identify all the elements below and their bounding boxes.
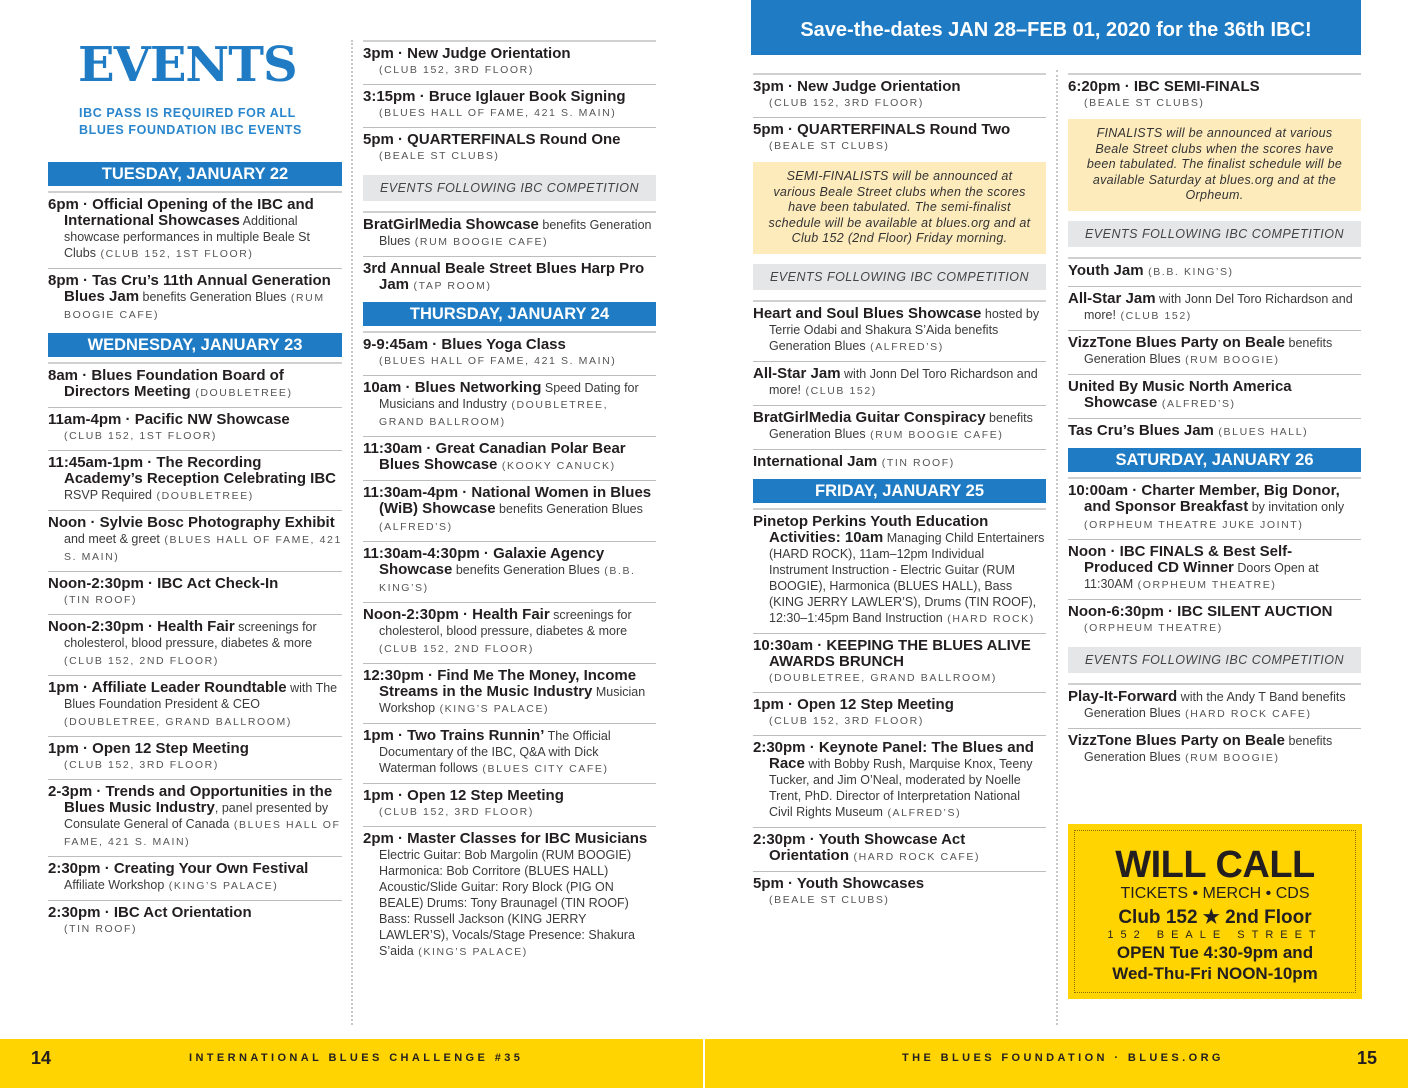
event-item (363, 375, 656, 436)
event-location: (RUM BOOGIE) (1180, 751, 1280, 764)
pass-required-note (79, 105, 339, 139)
event-item (48, 856, 342, 900)
event-item (363, 663, 656, 723)
event-item (363, 40, 656, 84)
event-description: benefits Generation Blues (769, 410, 1033, 441)
event-title: 12:30pm · Find Me The Money, Income Streams in the Music Industry Musician Workshop (KING’S PALACE) (363, 667, 646, 715)
event-location: (ORPHEUM THEATRE) (1133, 578, 1277, 591)
event-title: 5pm · QUARTERFINALS Round One (363, 131, 621, 148)
event-item (1068, 477, 1361, 539)
event-location: (CLUB 152, 3RD FLOOR) (379, 806, 534, 818)
event-location: (CLUB 152, 3RD FLOOR) (379, 64, 534, 76)
event-description: benefits Generation Blues (452, 563, 600, 577)
events-title: EVENTS (78, 37, 297, 93)
event-description: Electric Guitar: Bob Margolin (RUM BOOGIE) Harmonica: Bob Corritore (BLUES HALL) Acoustic/Slide Guitar: Rory Block (PIG ON BEALE) Drums: Tony Braunagel (TIN ROOF) Bass: Russell Jackson (KING JERRY LAWLER’S), Vocals/Stage Presence: Shakura S’aida (379, 848, 635, 958)
event-item (753, 508, 1046, 633)
event-location: (RUM BOOGIE CAFE) (865, 428, 1004, 441)
will-call-subtitle: TICKETS • MERCH • CDS (1120, 885, 1310, 902)
event-item (363, 602, 656, 663)
event-location: (CLUB 152, 2ND FLOOR) (379, 643, 534, 655)
events-following-label: EVENTS FOLLOWING IBC COMPETITION (1068, 221, 1361, 247)
event-description: Additional showcase performances in multiple Beale St Clubs (64, 214, 310, 260)
event-description: Speed Dating for Musicians and Industry (379, 381, 639, 411)
event-title: 2-3pm · Trends and Opportunities in the Blues Music Industry, panel presented by Consulate General of Canada (BLUES HALL OF FAME, 421 S. MAIN) (48, 783, 341, 848)
event-location: (ORPHEUM THEATRE) (1084, 621, 1223, 634)
event-location: (CLUB 152, 3RD FLOOR) (769, 714, 924, 727)
event-description: benefits Generation Blues (379, 218, 652, 248)
event-location: (DOUBLETREE, GRAND BALLROOM) (64, 716, 292, 728)
event-item (1068, 286, 1361, 330)
event-title: Play-It-Forward with the Andy T Band benefits Generation Blues (HARD ROCK CAFE) (1068, 687, 1346, 720)
event-location: (ALFRED’S) (865, 340, 944, 353)
event-location: (HARD ROCK CAFE) (1180, 707, 1312, 720)
event-title: Youth Jam (B.B. KING’S) (1068, 261, 1234, 279)
event-item (363, 331, 656, 375)
event-title: 5pm · QUARTERFINALS Round Two (753, 121, 1011, 138)
event-title: 2:30pm · IBC Act Orientation (48, 904, 252, 921)
event-item (363, 480, 656, 541)
day-header-saturday: SATURDAY, JANUARY 26 (1068, 448, 1361, 472)
event-title: United By Music North America Showcase (ALFRED’S) (1068, 377, 1292, 411)
event-location: (KING’S PALACE) (413, 946, 528, 958)
day-header-friday: FRIDAY, JANUARY 25 (753, 479, 1046, 503)
event-title: 11:45am-1pm · The Recording Academy’s Reception Celebrating IBC RSVP Required (DOUBLETREE) (48, 454, 337, 502)
event-location: (KING’S PALACE) (164, 880, 279, 892)
event-title: 9-9:45am · Blues Yoga Class (363, 336, 566, 353)
event-location: (TIN ROOF) (877, 456, 955, 469)
event-item (48, 736, 342, 779)
event-item (753, 633, 1046, 692)
event-location: (BEALE ST CLUBS) (769, 140, 890, 152)
event-description: with The Blues Foundation President & CEO (64, 681, 338, 711)
event-item (48, 510, 342, 571)
event-title: 10:00am · Charter Member, Big Donor, and Sponsor Breakfast by invitation only (ORPHEUM THEATRE JUKE JOINT) (1068, 481, 1345, 531)
event-description: benefits Generation Blues (1084, 733, 1333, 764)
event-location: (CLUB 152, 2ND FLOOR) (64, 655, 219, 667)
events-following-label: EVENTS FOLLOWING IBC COMPETITION (753, 264, 1046, 290)
event-list (363, 331, 656, 966)
event-title: Noon-2:30pm · Health Fair screenings for cholesterol, blood pressure, diabetes & more (CLUB 152, 2ND FLOOR) (48, 618, 317, 667)
column-2 (363, 40, 656, 966)
event-location: (ALFRED’S) (882, 806, 962, 819)
event-list (1068, 683, 1361, 772)
event-location: (BLUES HALL OF FAME, 421 S. MAIN) (379, 355, 617, 367)
event-item (48, 191, 342, 268)
event-title: Noon-2:30pm · IBC Act Check-In (48, 575, 279, 592)
event-title: 1pm · Affiliate Leader Roundtable with The Blues Foundation President & CEO (DOUBLETREE, GRAND BALLROOM) (48, 679, 338, 728)
event-title: 5pm · Youth Showcases (753, 874, 925, 892)
event-title: All-Star Jam with Jonn Del Toro Richardson and more! (CLUB 152) (753, 364, 1038, 397)
pass-note-line: BLUES FOUNDATION IBC EVENTS (79, 123, 302, 137)
event-item (48, 779, 342, 856)
event-title: Noon · Sylvie Bosc Photography Exhibit and meet & greet (BLUES HALL OF FAME, 421 S. MAIN) (48, 514, 342, 563)
event-title: 8pm · Tas Cru’s 11th Annual Generation Blues Jam benefits Generation Blues (RUM BOOGIE CAFE) (48, 272, 331, 321)
event-title: 2:30pm · Creating Your Own Festival Affiliate Workshop (KING’S PALACE) (48, 860, 309, 892)
event-location: (BLUES HALL OF FAME, 421 S. MAIN) (379, 107, 617, 119)
event-title: 3pm · New Judge Orientation (753, 78, 961, 95)
event-location: (RUM BOOGIE) (1180, 353, 1280, 366)
event-description: with the Andy T Band benefits Generation Blues (1084, 689, 1346, 720)
column-divider (1056, 70, 1058, 1025)
event-item (48, 571, 342, 614)
event-location: (CLUB 152, 3RD FLOOR) (64, 759, 219, 771)
event-title: 2:30pm · Keynote Panel: The Blues and Race with Bobby Rush, Marquise Knox, Teeny Tucker, and Jim O’Neal, moderated by Noelle Trent, PhD. Director of Interpretation National Civil Rights Museum (ALFRED’S) (753, 738, 1034, 819)
event-location: (B.B. KING’S) (1143, 265, 1234, 278)
event-item (48, 268, 342, 329)
event-title: 1pm · Open 12 Step Meeting (363, 787, 564, 804)
finalists-notice: FINALISTS will be announced at various Beale Street clubs when the scores have been tabulated. The finalist schedule will be available Saturday at blues.org and at the Orpheum. (1068, 119, 1361, 211)
will-call-location: Club 152 ★ 2nd Floor (1118, 907, 1312, 928)
day-header-thursday: THURSDAY, JANUARY 24 (363, 302, 656, 326)
event-title: 3pm · New Judge Orientation (363, 45, 571, 62)
event-item (753, 827, 1046, 871)
footer-label-left: INTERNATIONAL BLUES CHALLENGE #35 (189, 1052, 524, 1064)
event-list (753, 300, 1046, 477)
event-item (753, 300, 1046, 361)
will-call-box (1068, 824, 1362, 999)
event-item (753, 117, 1046, 160)
event-location: (B.B. KING’S) (379, 565, 636, 594)
event-title: 1pm · Open 12 Step Meeting (753, 695, 954, 713)
event-item (48, 362, 342, 407)
event-item (48, 614, 342, 675)
will-call-address: 152 BEALE STREET (1107, 929, 1323, 941)
event-title: 8am · Blues Foundation Board of Directors Meeting (DOUBLETREE) (48, 367, 293, 400)
event-location: (BLUES HALL OF FAME, 421 S. MAIN) (64, 819, 341, 848)
event-list (363, 40, 656, 170)
column-divider (351, 40, 353, 1025)
event-item (363, 436, 656, 480)
event-location: (DOUBLETREE, GRAND BALLROOM) (379, 399, 609, 428)
event-title: All-Star Jam with Jonn Del Toro Richardson and more! (CLUB 152) (1068, 289, 1353, 322)
event-title: 1pm · Two Trains Runnin’ The Official Documentary of the IBC, Q&A with Dick Waterman follows (BLUES CITY CAFE) (363, 727, 611, 775)
event-item (1068, 418, 1361, 446)
event-list (1068, 73, 1361, 117)
events-following-label: EVENTS FOLLOWING IBC COMPETITION (363, 175, 656, 201)
column-1 (48, 162, 342, 943)
event-title: Tas Cru’s Blues Jam (BLUES HALL) (1068, 421, 1309, 439)
event-title: 11:30am-4:30pm · Galaxie Agency Showcase benefits Generation Blues (B.B. KING’S) (363, 545, 636, 594)
event-description: with Jonn Del Toro Richardson and more! (1084, 291, 1353, 322)
event-location: (RUM BOOGIE CAFE) (64, 292, 325, 321)
event-description: benefits Generation Blues (495, 502, 643, 516)
page-number-right: 15 (1357, 1048, 1378, 1068)
event-title: 2pm · Master Classes for IBC Musicians Electric Guitar: Bob Margolin (RUM BOOGIE) Harmonica: Bob Corritore (BLUES HALL) Acoustic/Slide Guitar: Rory Block (PIG ON BEALE) Drums: Tony Braunagel (TIN ROOF) Bass: Russell Jackson (KING JERRY LAWLER’S), Vocals/Stage Presence: Shakura S’aida (KING’S PALACE) (363, 830, 648, 958)
event-description: screenings for cholesterol, blood pressure, diabetes & more (64, 620, 317, 650)
event-title: 1pm · Open 12 Step Meeting (48, 740, 249, 757)
will-call-border (1074, 830, 1356, 993)
event-list (363, 211, 656, 300)
day-header-tuesday: TUESDAY, JANUARY 22 (48, 162, 342, 186)
event-list (48, 362, 342, 943)
event-item (363, 541, 656, 602)
column-4 (1068, 73, 1361, 772)
event-title: 11:30am-4pm · National Women in Blues (WiB) Showcase benefits Generation Blues (ALFRED’S) (363, 484, 652, 533)
event-item (363, 211, 656, 256)
event-title: 3:15pm · Bruce Iglauer Book Signing (363, 88, 626, 105)
event-item (1068, 257, 1361, 286)
event-location: (CLUB 152) (800, 384, 877, 397)
event-item (48, 900, 342, 943)
event-item (363, 723, 656, 783)
pass-note-line: IBC PASS IS REQUIRED FOR ALL (79, 106, 296, 120)
event-item (1068, 539, 1361, 599)
semi-finalists-notice: SEMI-FINALISTS will be announced at various Beale Street clubs when the scores have been tabulated. The semi-finalist schedule will be available at blues.org and at Club 152 (2nd Floor) Friday morning. (753, 162, 1046, 254)
event-description: with Bobby Rush, Marquise Knox, Teeny Tucker, and Jim O’Neal, moderated by Noelle Trent, PhD. Director of Interpretation National Civil Rights Museum (769, 756, 1033, 819)
event-list (753, 508, 1046, 914)
event-location: (CLUB 152, 3RD FLOOR) (769, 97, 924, 109)
event-item (363, 127, 656, 170)
event-location: (ALFRED’S) (1157, 397, 1236, 410)
event-description: Doors Open at 11:30AM (1084, 560, 1319, 591)
event-location: (ORPHEUM THEATRE JUKE JOINT) (1084, 518, 1304, 531)
events-following-label: EVENTS FOLLOWING IBC COMPETITION (1068, 647, 1361, 673)
event-item (753, 73, 1046, 117)
event-location: (BLUES HALL OF FAME, 421 S. MAIN) (64, 534, 342, 563)
event-item (753, 735, 1046, 827)
event-item (1068, 73, 1361, 117)
event-description: The Official Documentary of the IBC, Q&A with Dick Waterman follows (379, 729, 611, 775)
event-title: International Jam (TIN ROOF) (753, 452, 955, 470)
event-title: 10:30am · KEEPING THE BLUES ALIVE AWARDS BRUNCH (753, 636, 1031, 670)
event-description: RSVP Required (64, 488, 153, 502)
event-location: (CLUB 152, 1ST FLOOR) (64, 430, 218, 442)
event-location: (CLUB 152, 1ST FLOOR) (95, 248, 254, 260)
event-item (753, 449, 1046, 477)
event-description: with Jonn Del Toro Richardson and more! (769, 366, 1038, 397)
event-title: 11:30am · Great Canadian Polar Bear Blues Showcase (KOOKY CANUCK) (363, 440, 626, 473)
event-location: (BEALE ST CLUBS) (769, 893, 890, 906)
event-item (363, 256, 656, 300)
event-location: (CLUB 152) (1115, 309, 1192, 322)
event-location: (DOUBLETREE) (190, 387, 293, 399)
event-location: (TIN ROOF) (64, 594, 138, 606)
event-location: (BEALE ST CLUBS) (1084, 97, 1205, 109)
event-title: VizzTone Blues Party on Beale benefits Generation Blues (RUM BOOGIE) (1068, 333, 1333, 366)
event-item (753, 361, 1046, 405)
event-title: 11am-4pm · Pacific NW Showcase (48, 411, 290, 428)
event-description: screenings for cholesterol, blood pressure, diabetes & more (379, 608, 632, 638)
will-call-hours: Wed-Thu-Fri NOON-10pm (1112, 964, 1318, 983)
event-item (1068, 330, 1361, 374)
event-title: 2:30pm · Youth Showcase Act Orientation (HARD ROCK CAFE) (753, 830, 981, 864)
column-3 (753, 73, 1046, 914)
event-item (1068, 683, 1361, 728)
event-title: 6:20pm · IBC SEMI-FINALS (1068, 78, 1260, 95)
event-item (48, 675, 342, 736)
will-call-title: WILL CALL (1115, 844, 1315, 886)
event-location: (BEALE ST CLUBS) (379, 150, 500, 162)
save-the-dates-banner: Save-the-dates JAN 28–FEB 01, 2020 for the 36th IBC! (751, 0, 1361, 55)
event-item (363, 783, 656, 826)
event-item (753, 871, 1046, 914)
event-item (753, 692, 1046, 735)
event-location: (BLUES CITY CAFE) (477, 763, 609, 775)
event-title: 6pm · Official Opening of the IBC and International Showcases Additional showcase performances in multiple Beale St Clubs (CLUB 152, 1ST FLOOR) (48, 196, 314, 260)
event-description: Musician Workshop (379, 685, 646, 715)
event-location: (BLUES HALL) (1213, 425, 1309, 438)
event-list (753, 73, 1046, 160)
event-item (1068, 374, 1361, 418)
event-description: benefits Generation Blues (139, 290, 287, 304)
event-title: 10am · Blues Networking Speed Dating for Musicians and Industry (DOUBLETREE, GRAND BALLROOM) (363, 379, 639, 428)
event-item (1068, 599, 1361, 642)
event-title: VizzTone Blues Party on Beale benefits Generation Blues (RUM BOOGIE) (1068, 731, 1333, 764)
footer-label-right: THE BLUES FOUNDATION · BLUES.ORG (902, 1052, 1224, 1064)
event-location: (KING’S PALACE) (435, 703, 550, 715)
will-call-hours: OPEN Tue 4:30-9pm and (1116, 943, 1314, 962)
event-location: (DOUBLETREE) (152, 490, 254, 502)
event-description: benefits Generation Blues (1084, 335, 1333, 366)
event-location: (RUM BOOGIE CAFE) (410, 236, 549, 248)
event-description: Managing Child Entertainers (HARD ROCK), 11am–12pm Individual Instrument Instruction - Electric Guitar (RUM BOOGIE), Harmonica (BLUES HALL), Bass (KING JERRY LAWLER’S), Drums (TIN ROOF), 12:30–1:45pm Band Instruction (769, 530, 1045, 625)
event-description: and meet & greet (64, 532, 160, 546)
event-title: Pinetop Perkins Youth Education Activities: 10am Managing Child Entertainers (HARD ROCK), 11am–12pm Individual Instrument Instruction - Electric Guitar (RUM BOOGIE), Harmonica (BLUES HALL), Bass (KING JERRY LAWLER’S), Drums (TIN ROOF), 12:30–1:45pm Band Instruction (HARD ROCK) (753, 512, 1045, 625)
event-title: Noon-2:30pm · Health Fair screenings for cholesterol, blood pressure, diabetes & more (CLUB 152, 2ND FLOOR) (363, 606, 632, 655)
event-title: 3rd Annual Beale Street Blues Harp Pro Jam (TAP ROOM) (363, 260, 645, 293)
event-item (363, 826, 656, 966)
page-number-left: 14 (31, 1048, 52, 1068)
event-description: hosted by Terrie Odabi and Shakura S’Aida benefits Generation Blues (769, 306, 1040, 353)
event-title: BratGirlMedia Guitar Conspiracy benefits Generation Blues (RUM BOOGIE CAFE) (753, 408, 1033, 441)
event-title: BratGirlMedia Showcase benefits Generation Blues (RUM BOOGIE CAFE) (363, 216, 652, 248)
event-description: by invitation only (1248, 499, 1345, 514)
event-description: Affiliate Workshop (64, 878, 165, 892)
event-location: (DOUBLETREE, GRAND BALLROOM) (769, 671, 997, 684)
event-location: (TAP ROOM) (409, 280, 492, 292)
event-list (1068, 257, 1361, 446)
event-location: (TIN ROOF) (64, 923, 138, 935)
event-item (1068, 728, 1361, 772)
event-item (48, 450, 342, 510)
event-title: Heart and Soul Blues Showcase hosted by Terrie Odabi and Shakura S’Aida benefits Generation Blues (ALFRED’S) (753, 304, 1040, 353)
event-location: (HARD ROCK) (942, 612, 1035, 625)
event-title: Noon-6:30pm · IBC SILENT AUCTION (1068, 602, 1333, 620)
event-list (48, 191, 342, 329)
day-header-wednesday: WEDNESDAY, JANUARY 23 (48, 333, 342, 357)
event-location: (KOOKY CANUCK) (497, 460, 616, 472)
event-item (363, 84, 656, 127)
event-description: , panel presented by Consulate General of Canada (64, 801, 329, 831)
event-item (48, 407, 342, 450)
event-title: Noon · IBC FINALS & Best Self-Produced CD Winner Doors Open at 11:30AM (ORPHEUM THEATRE) (1068, 542, 1319, 591)
event-location: (HARD ROCK CAFE) (849, 850, 981, 863)
event-list (1068, 477, 1361, 642)
event-item (753, 405, 1046, 449)
event-location: (ALFRED’S) (379, 521, 453, 533)
